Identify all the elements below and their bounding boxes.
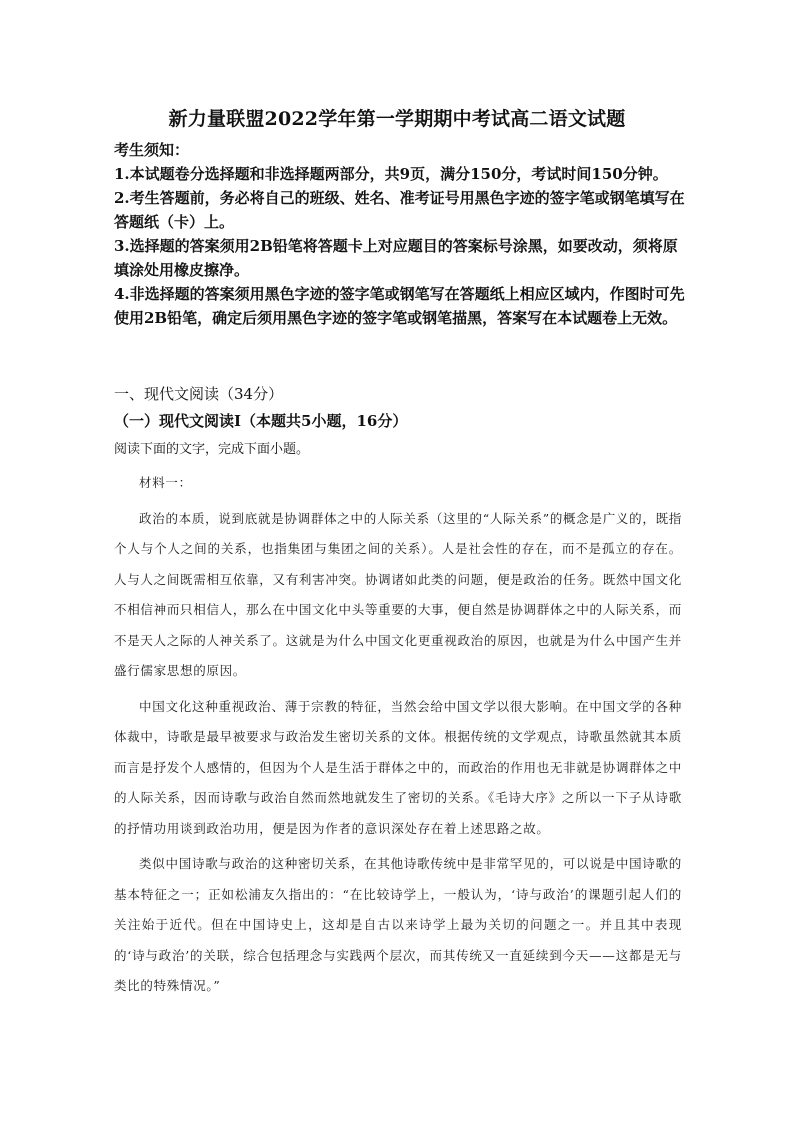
reading-instruction: 阅读下面的文字，完成下面小题。 (114, 442, 310, 457)
material-paragraph: 政治的本质，说到底就是协调群体之中的人际关系（这里的“人际关系”的概念是广义的，既指个人与个人之间的关系，也指集团与集团之间的关系）。人是社会性的存在，而不是孤立的存在。人与人之间既需相互依靠，又有利害冲突。协调诸如此类的问题，便是政治的任务。既然中国文化不相信神而只相信人，那么在中国文化中头等重要的大事，便自然是协调群体之中的人际关系，而不是天人之际的人神关系了。这就是为什么中国文化更重视政治的原因，也就是为什么中国产生并盛行儒家思想的原因。 (114, 510, 682, 678)
section-title: 一、现代文阅读（34分） (114, 385, 284, 403)
exam-notice (114, 138, 690, 330)
notice-item: 3.选择题的答案须用2B铅笔将答题卡上对应题目的答案标号涂黑，如要改动，须将原填涂处用橡皮擦净。 (114, 237, 678, 279)
page-title: 新力量联盟2022学年第一学期期中考试高二语文试题 (168, 108, 626, 130)
subsection-title: （一）现代文阅读Ⅰ（本题共5小题，16分） (114, 412, 408, 430)
notice-heading: 考生须知： (114, 141, 190, 159)
material-paragraph: 类似中国诗歌与政治的这种密切关系，在其他诗歌传统中是非常罕见的，可以说是中国诗歌的基本特征之一；正如松浦友久指出的：“在比较诗学上，一般认为，‘诗与政治’的课题引起人们的关注始于近代。但在中国诗史上，这却是自古以来诗学上最为关切的问题之一。并且其中表现的‘诗与政治’的关联，综合包括理念与实践两个层次，而其传统又一直延续到今天——这都是无与类比的特殊情况。” (114, 856, 682, 993)
material-label: 材料一： (139, 475, 192, 490)
notice-item: 4.非选择题的答案须用黑色字迹的签字笔或钢笔写在答题纸上相应区域内，作图时可先使用2B铅笔，确定后须用黑色字迹的签字笔或钢笔描黑，答案写在本试题卷上无效。 (114, 285, 685, 327)
reading-material (114, 468, 682, 1002)
notice-item: 1.本试题卷分选择题和非选择题两部分，共9页，满分150分，考试时间150分钟。 (114, 165, 668, 183)
notice-item: 2.考生答题前，务必将自己的班级、姓名、准考证号用黑色字迹的签字笔或钢笔填写在答题纸（卡）上。 (114, 189, 685, 231)
material-paragraph: 中国文化这种重视政治、薄于宗教的特征，当然会给中国文学以很大影响。在中国文学的各种体裁中，诗歌是最早被要求与政治发生密切关系的文体。根据传统的文学观点，诗歌虽然就其本质而言是抒发个人感情的，但因为个人是生活于群体之中的，而政治的作用也无非就是协调群体之中的人际关系，因而诗歌与政治自然而然地就发生了密切的关系。《毛诗大序》之所以一下子从诗歌的抒情功用谈到政治功用，便是因为作者的意识深处存在着上述思路之故。 (114, 698, 682, 836)
